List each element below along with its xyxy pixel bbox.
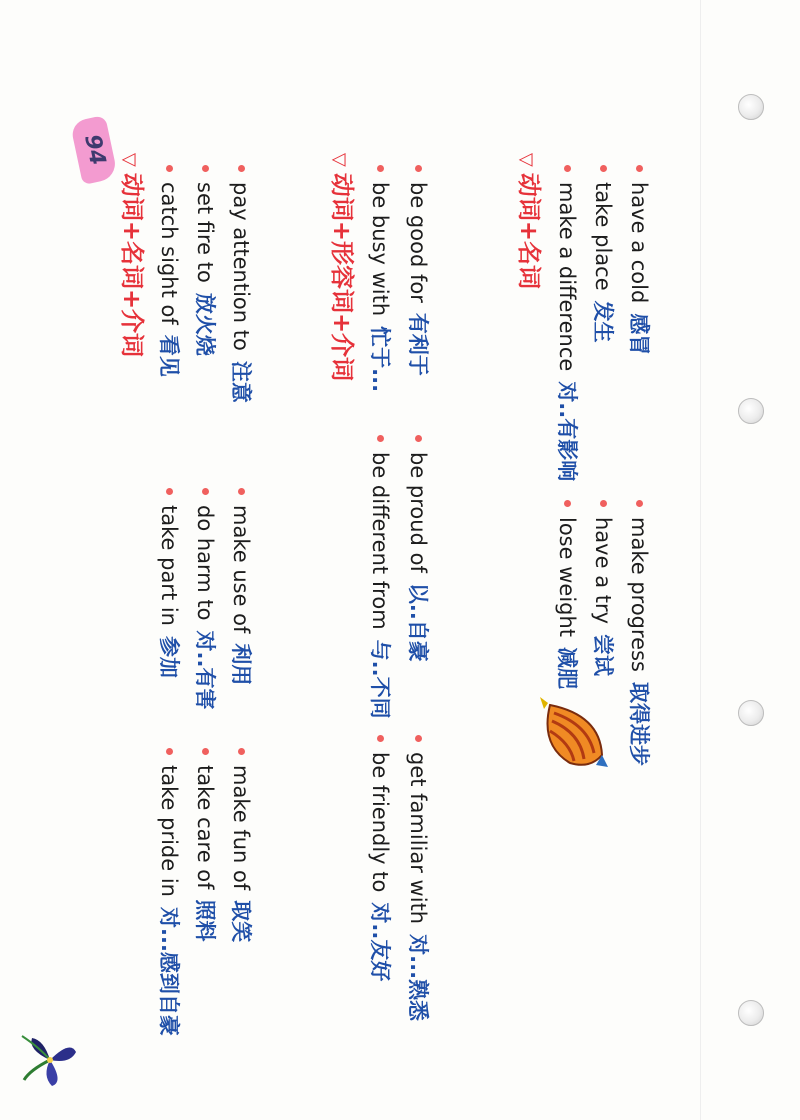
phrase-item: have a cold感冒 <box>622 165 656 355</box>
phrase-item: make progress取得进步 <box>622 500 656 766</box>
bullet-dot <box>601 165 608 172</box>
phrase-item: pay attention to注意 <box>224 165 258 403</box>
bullet-dot <box>601 500 608 507</box>
phrase-item: be proud of以..自豪 <box>401 435 435 662</box>
section-heading-verb-noun: ▽动词+名词 <box>515 153 543 289</box>
phrase-item: be friendly to对..友好 <box>363 735 397 981</box>
iris-flower-icon <box>20 1030 80 1090</box>
phrase-item: take part in参加 <box>152 488 186 678</box>
section-heading-verb-noun-prep: ▽动词+名词+介词 <box>118 153 146 358</box>
bullet-dot <box>565 500 572 507</box>
phrase-item: take pride in对...感到自豪 <box>152 748 186 1036</box>
phrase-item: get familiar with对...熟悉 <box>401 735 435 1021</box>
phrase-item: take place发生 <box>586 165 620 343</box>
triangle-bullet-icon: ▽ <box>329 153 350 167</box>
phrase-item: make fun of取笑 <box>224 748 258 942</box>
phrase-item: do harm to对..有害 <box>188 488 222 709</box>
bullet-dot <box>167 165 174 172</box>
phrase-item: catch sight of看见 <box>152 165 186 377</box>
bullet-dot <box>203 488 210 495</box>
bullet-dot <box>239 165 246 172</box>
phrase-item: have a try尝试 <box>586 500 620 676</box>
bullet-dot <box>416 435 423 442</box>
bullet-dot <box>203 748 210 755</box>
bullet-dot <box>167 488 174 495</box>
triangle-bullet-icon: ▽ <box>119 153 140 167</box>
phrase-item: take care of照料 <box>188 748 222 942</box>
section-heading-verb-adj-prep: ▽动词+形容词+介词 <box>328 153 356 382</box>
phrase-item: make a difference对..有影响 <box>550 165 584 481</box>
bullet-dot <box>637 500 644 507</box>
bullet-dot <box>378 165 385 172</box>
bullet-dot <box>167 748 174 755</box>
phrase-item: lose weight减肥 <box>550 500 584 689</box>
bullet-dot <box>416 735 423 742</box>
bullet-dot <box>203 165 210 172</box>
bullet-dot <box>637 165 644 172</box>
bullet-dot <box>239 748 246 755</box>
bullet-dot <box>378 735 385 742</box>
bullet-dot <box>416 165 423 172</box>
bullet-dot <box>565 165 572 172</box>
phrase-item: make use of利用 <box>224 488 258 685</box>
phrase-item: be busy with忙于... <box>363 165 397 392</box>
phrase-item: be different from与..不同 <box>363 435 397 719</box>
seashell-icon <box>530 695 610 775</box>
bullet-dot <box>378 435 385 442</box>
phrase-item: be good for有利于 <box>401 165 435 376</box>
triangle-bullet-icon: ▽ <box>516 153 537 167</box>
phrase-item: set fire to放火烧 <box>188 165 222 356</box>
page-number-tag: 94 <box>70 115 119 185</box>
bullet-dot <box>239 488 246 495</box>
